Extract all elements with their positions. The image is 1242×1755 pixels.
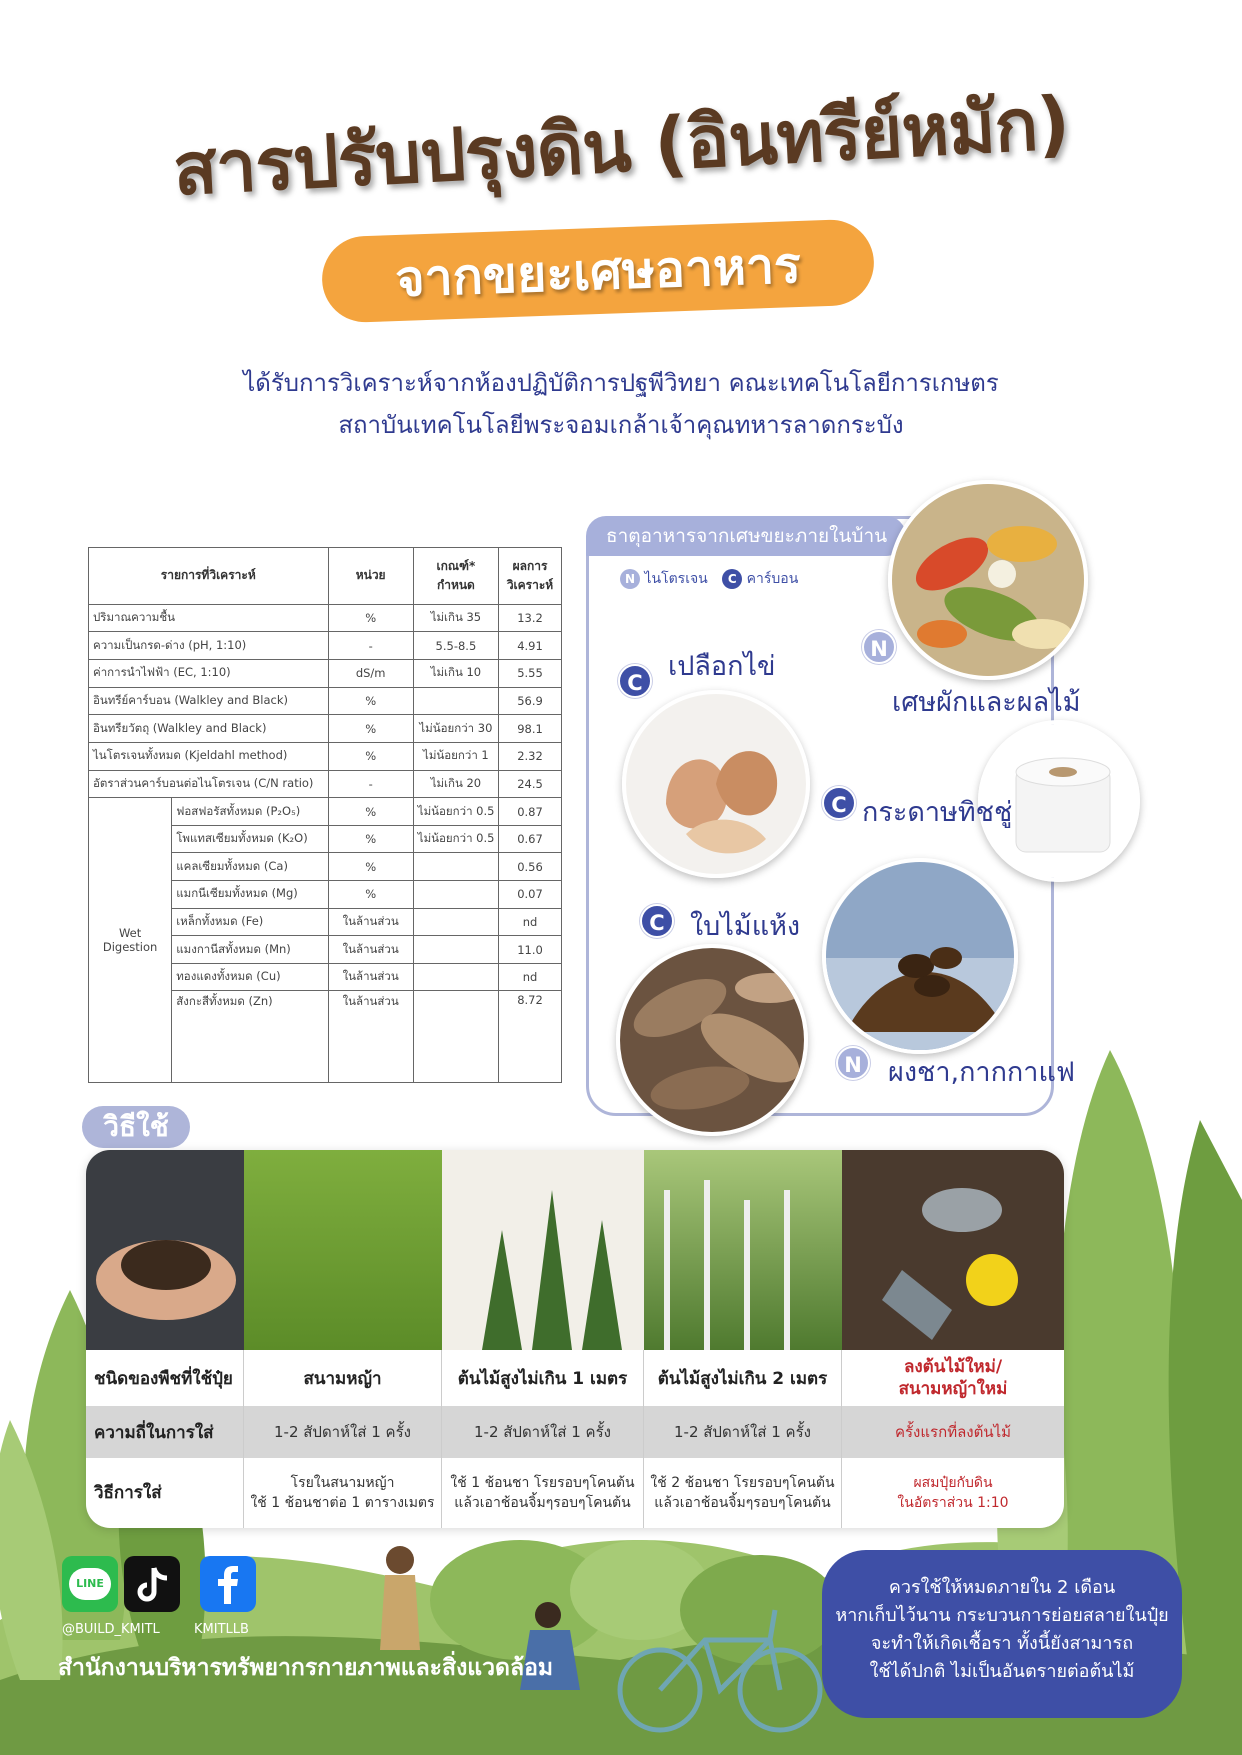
planting-photo: [842, 1150, 1064, 1350]
intro-line-2: สถาบันเทคโนโลยีพระจอมเกล้าเจ้าคุณทหารลาดกระบัง: [338, 411, 904, 439]
note-line-4: ใช้ได้ปกติ ไม่เป็นอันตรายต่อต้นไม้: [869, 1661, 1135, 1682]
group-label: Wet Digestion: [89, 798, 172, 1083]
tiktok-icon[interactable]: [124, 1556, 180, 1612]
eggshell-photo: [622, 690, 810, 878]
row-criteria: [413, 853, 498, 881]
analysis-table: [88, 547, 562, 1083]
row-unit: %: [328, 853, 413, 881]
office-name: สำนักงานบริหารทรัพยากรกายภาพและสิ่งแวดล้อม: [58, 1655, 554, 1681]
analysis-row: [89, 660, 562, 688]
frequency-lawn: 1-2 สัปดาห์ใส่ 1 ครั้ง: [244, 1406, 442, 1458]
row-result: 4.91: [499, 632, 562, 660]
row-result: 13.2: [499, 604, 562, 632]
row-result: 24.5: [499, 770, 562, 798]
row-result: 0.56: [499, 853, 562, 881]
label-tissue: กระดาษทิชชู่: [862, 797, 1013, 828]
carbon-badge-icon: C: [722, 569, 742, 589]
vegetables-nitrogen-badge-icon: N: [862, 630, 896, 664]
row-unit: %: [328, 825, 413, 853]
row-item: แมกนีเซียมทั้งหมด (Mg): [172, 881, 328, 909]
row-item: อินทรีย์คาร์บอน (Walkley and Black): [89, 687, 329, 715]
row-item: อินทรียวัตถุ (Walkley and Black): [89, 715, 329, 743]
method-tree-1m-2: แล้วเอาช้อนจิ้มๆรอบๆโคนต้น: [454, 1495, 631, 1511]
analysis-row: [89, 687, 562, 715]
header-item: รายการที่วิเคราะห์: [89, 548, 329, 605]
note-line-1: ควรใช้ให้หมดภายใน 2 เดือน: [888, 1577, 1116, 1598]
label-leaves: ใบไม้แห้ง: [690, 911, 801, 942]
small-plants-photo: [442, 1150, 644, 1350]
usage-label: วิธีใช้: [82, 1106, 190, 1148]
row-result: 0.87: [499, 798, 562, 826]
analysis-rows: [89, 604, 562, 797]
row-result: 5.55: [499, 660, 562, 688]
nutrient-legend: [620, 568, 798, 590]
row-unit: ในล้านส่วน: [328, 991, 413, 1083]
row-unit: %: [328, 798, 413, 826]
label-vegetables: เศษผักและผลไม้: [892, 687, 1081, 718]
vegetable-scraps-photo: [888, 480, 1088, 680]
row-result: 0.67: [499, 825, 562, 853]
leaves-carbon-badge-icon: C: [640, 904, 674, 938]
row-result: 11.0: [499, 936, 562, 964]
storage-note: [822, 1550, 1182, 1718]
method-lawn-2: ใช้ 1 ช้อนชาต่อ 1 ตารางเมตร: [250, 1495, 435, 1511]
row-result: 8.72: [499, 991, 562, 1083]
row-criteria: [413, 936, 498, 964]
row-unit: dS/m: [328, 660, 413, 688]
legend-carbon: คาร์บอน: [746, 571, 799, 587]
method-tree-1m: [442, 1458, 644, 1528]
method-new-2: ในอัตราส่วน 1:10: [897, 1495, 1009, 1511]
row-criteria: ไม่น้อยกว่า 0.5: [413, 798, 498, 826]
row-unit: %: [328, 715, 413, 743]
frequency-tree-1m: 1-2 สัปดาห์ใส่ 1 ครั้ง: [442, 1406, 644, 1458]
row-result: nd: [499, 908, 562, 936]
method-tree-1m-1: ใช้ 1 ช้อนชา โรยรอบๆโคนต้น: [450, 1475, 635, 1491]
row-unit: ในล้านส่วน: [328, 963, 413, 991]
method-tree-2m: [644, 1458, 842, 1528]
usage-table: [86, 1150, 1064, 1528]
row-unit: -: [328, 632, 413, 660]
row-item: สังกะสีทั้งหมด (Zn): [172, 991, 328, 1083]
legend-nitrogen: ไนโตรเจน: [644, 571, 708, 587]
page-subtitle: จากขยะเศษอาหาร: [394, 235, 802, 309]
wet-digestion-rows: [89, 798, 562, 1083]
row-criteria: ไม่น้อยกว่า 0.5: [413, 825, 498, 853]
row-criteria: ไม่เกิน 20: [413, 770, 498, 798]
label-eggshell: เปลือกไข่: [668, 651, 776, 682]
line-icon[interactable]: [62, 1556, 118, 1612]
row-header-method: วิธีการใส่: [86, 1458, 244, 1528]
row-criteria: 5.5-8.5: [413, 632, 498, 660]
analysis-row: [89, 770, 562, 798]
row-criteria: [413, 908, 498, 936]
wet-digestion-row: [89, 798, 562, 826]
row-unit: -: [328, 770, 413, 798]
row-item: แคลเซียมทั้งหมด (Ca): [172, 853, 328, 881]
dry-leaves-photo: [616, 944, 808, 1136]
handle-facebook: KMITLLB: [194, 1622, 249, 1637]
row-item: โพแทสเซียมทั้งหมด (K₂O): [172, 825, 328, 853]
frequency-tree-2m: 1-2 สัปดาห์ใส่ 1 ครั้ง: [644, 1406, 842, 1458]
handle-line-tiktok: @BUILD_KMITL: [62, 1622, 160, 1637]
usage-row-plant: [86, 1350, 1064, 1406]
row-unit: %: [328, 687, 413, 715]
method-tree-2m-1: ใช้ 2 ช้อนชา โรยรอบๆโคนต้น: [650, 1475, 835, 1491]
row-criteria: ไม่น้อยกว่า 1: [413, 742, 498, 770]
row-header-plant: ชนิดของพืชที่ใช้ปุ๋ย: [86, 1350, 244, 1406]
analysis-row: [89, 632, 562, 660]
row-item: ความเป็นกรด-ด่าง (pH, 1:10): [89, 632, 329, 660]
row-unit: %: [328, 604, 413, 632]
trees-photo: [644, 1150, 842, 1350]
page-title: สารปรับปรุงดิน (อินทรีย์หมัก): [171, 80, 1072, 212]
lawn-photo: [244, 1150, 442, 1350]
tissue-carbon-badge-icon: C: [822, 786, 856, 820]
plant-lawn: สนามหญ้า: [244, 1350, 442, 1406]
plant-new-line-2: สนามหญ้าใหม่: [898, 1379, 1008, 1399]
row-unit: %: [328, 742, 413, 770]
analysis-row: [89, 715, 562, 743]
row-criteria: [413, 963, 498, 991]
coffee-grounds-photo: [822, 858, 1018, 1054]
header-criteria: เกณฑ์* กำหนด: [413, 548, 498, 605]
row-criteria: ไม่เกิน 10: [413, 660, 498, 688]
row-criteria: [413, 881, 498, 909]
row-item: เหล็กทั้งหมด (Fe): [172, 908, 328, 936]
row-criteria: ไม่เกิน 35: [413, 604, 498, 632]
row-criteria: ไม่น้อยกว่า 30: [413, 715, 498, 743]
row-unit: %: [328, 881, 413, 909]
method-lawn: [244, 1458, 442, 1528]
plant-new: [842, 1350, 1064, 1406]
row-result: 56.9: [499, 687, 562, 715]
usage-row-frequency: [86, 1406, 1064, 1458]
tiktok-logo-icon: [124, 1556, 180, 1612]
row-criteria: [413, 687, 498, 715]
row-criteria: [413, 991, 498, 1083]
row-result: nd: [499, 963, 562, 991]
row-item: ไนโตรเจนทั้งหมด (Kjeldahl method): [89, 742, 329, 770]
row-item: ค่าการนำไฟฟ้า (EC, 1:10): [89, 660, 329, 688]
method-tree-2m-2: แล้วเอาช้อนจิ้มๆรอบๆโคนต้น: [654, 1495, 831, 1511]
note-line-3: จะทำให้เกิดเชื้อรา ทั้งนี้ยังสามารถ: [870, 1633, 1134, 1654]
line-logo-text: LINE: [69, 1568, 111, 1600]
method-lawn-1: โรยในสนามหญ้า: [290, 1475, 395, 1491]
row-item: อัตราส่วนคาร์บอนต่อไนโตรเจน (C/N ratio): [89, 770, 329, 798]
facebook-logo-icon: [200, 1556, 256, 1612]
nutrient-panel-title: ธาตุอาหารจากเศษขยะภายในบ้าน: [586, 516, 906, 556]
plant-tree-2m: ต้นไม้สูงไม่เกิน 2 เมตร: [644, 1350, 842, 1406]
note-line-2: หากเก็บไว้นาน กระบวนการย่อยสลายในปุ๋ย: [835, 1605, 1169, 1626]
usage-row-method: [86, 1458, 1064, 1528]
row-unit: ในล้านส่วน: [328, 936, 413, 964]
row-item: ฟอสฟอรัสทั้งหมด (P₂O₅): [172, 798, 328, 826]
nitrogen-badge-icon: N: [620, 569, 640, 589]
analysis-row: [89, 604, 562, 632]
header-unit: หน่วย: [328, 548, 413, 605]
plant-new-line-1: ลงต้นไม้ใหม่/: [903, 1357, 1003, 1377]
soil-in-hands-photo: [86, 1150, 244, 1350]
intro-text: [0, 362, 1242, 446]
row-result: 98.1: [499, 715, 562, 743]
frequency-new: ครั้งแรกที่ลงต้นไม้: [894, 1423, 1012, 1441]
method-new-1: ผสมปุ๋ยกับดิน: [913, 1475, 993, 1491]
plant-tree-1m: ต้นไม้สูงไม่เกิน 1 เมตร: [442, 1350, 644, 1406]
row-item: ทองแดงทั้งหมด (Cu): [172, 963, 328, 991]
row-item: แมงกานีสทั้งหมด (Mn): [172, 936, 328, 964]
row-result: 2.32: [499, 742, 562, 770]
eggshell-carbon-badge-icon: C: [618, 664, 652, 698]
row-result: 0.07: [499, 881, 562, 909]
row-unit: ในล้านส่วน: [328, 908, 413, 936]
coffee-nitrogen-badge-icon: N: [836, 1046, 870, 1080]
header-result: ผลการ วิเคราะห์: [499, 548, 562, 605]
row-header-frequency: ความถี่ในการใส่: [86, 1406, 244, 1458]
method-new: [842, 1458, 1064, 1528]
intro-line-1: ได้รับการวิเคราะห์จากห้องปฏิบัติการปฐพีวิทยา คณะเทคโนโลยีการเกษตร: [243, 369, 999, 397]
facebook-icon[interactable]: [200, 1556, 256, 1612]
row-item: ปริมาณความชื้น: [89, 604, 329, 632]
analysis-row: [89, 742, 562, 770]
label-coffee: ผงชา,กากกาแฟ: [888, 1057, 1075, 1088]
